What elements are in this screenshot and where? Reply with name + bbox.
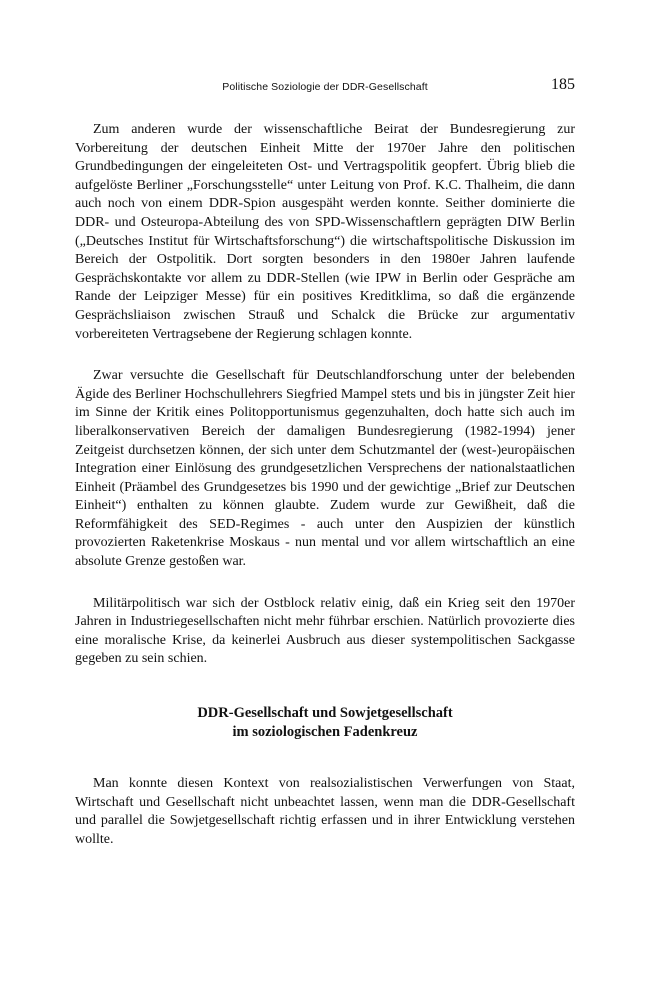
body-text	[75, 121, 575, 849]
section-heading	[75, 704, 575, 742]
page-number: 185	[551, 76, 575, 93]
paragraph-2: Zwar versuchte die Gesellschaft für Deutschlandforschung unter der belebenden Ägide des Berliner Hochschullehrers Siegfried Mampel stets und bis in jüngster Zeit hier im Sinne der Kritik eines Politopportunismus gegenzuhalten, doch hatte sich auch im liberalkonservativen Bereich der damaligen Bundesregierung (1982-1994) jener Zeitgeist durchsetzen können, der sich unter dem Schutzmantel der (west-)europäischen Integration einer Einlösung des grundgesetzlichen Versprechens der nationalstaatlichen Einheit (Präambel des Grundgesetzes bis 1990 und der gewichtige „Brief zur Deutschen Einheit“) enthalten zu können glaubte. Zudem wurde zur Gewißheit, daß die Reformfähigkeit des SED-Regimes - auch unter den Auspizien der künstlich provozierten Raketenkrise Moskaus - nun mental und vor allem wirtschaftlich an eine absolute Grenze gestoßen war.	[75, 368, 575, 570]
section-heading-line-2: im soziologischen Fadenkreuz	[232, 724, 418, 741]
running-title: Politische Soziologie der DDR-Gesellschaft	[222, 81, 428, 93]
paragraph-1: Zum anderen wurde der wissenschaftliche Beirat der Bundesregierung zur Vorbereitung der deutschen Einheit Mitte der 1970er Jahre den politischen Grundbedingungen der eingeleiteten Ost- und Vertragspolitik geopfert. Übrig blieb die aufgelöste Berliner „Forschungsstelle“ unter Leitung von Prof. K.C. Thalheim, die dann auch noch von einem DDR-Spion ausgespäht werden konnte. Seither dominierte die DDR- und Osteuropa-Abteilung des von SPD-Wissenschaftlern geprägten DIW Berlin („Deutsches Institut für Wirtschaftsforschung“) die wirtschaftspolitische Diskussion im Bereich der Ostpolitik. Dort sorgten besonders in den 1980er Jahren laufende Gesprächskontakte vor allem zu DDR-Stellen (wie IPW in Berlin oder Gespräche am Rande der Leipziger Messe) für ein positives Kreditklima, so daß die ergänzende Gesprächsliaison zwischen Strauß und Schalck die Brücke zur argumentativ vorbereiteten Vertragsebene der Regierung schlagen konnte.	[75, 122, 575, 342]
running-head	[75, 76, 575, 96]
section-heading-line-1: DDR-Gesellschaft und Sowjetgesellschaft	[197, 705, 453, 722]
paragraph-3: Militärpolitisch war sich der Ostblock relativ einig, daß ein Krieg seit den 1970er Jahren in Industriegesellschaften nicht mehr führbar erschien. Natürlich provozierte dies eine moralische Krise, da keinerlei Ausbruch aus dieser systempolitischen Sackgasse gegeben zu sein schien.	[75, 595, 575, 667]
paragraph-4: Man konnte diesen Kontext von realsozialistischen Verwerfungen von Staat, Wirtschaft und Gesellschaft nicht unbeachtet lassen, wenn man die DDR-Gesellschaft und parallel die Sowjetgesellschaft richtig erfassen und in ihrer Entwicklung verstehen wollte.	[75, 776, 575, 847]
